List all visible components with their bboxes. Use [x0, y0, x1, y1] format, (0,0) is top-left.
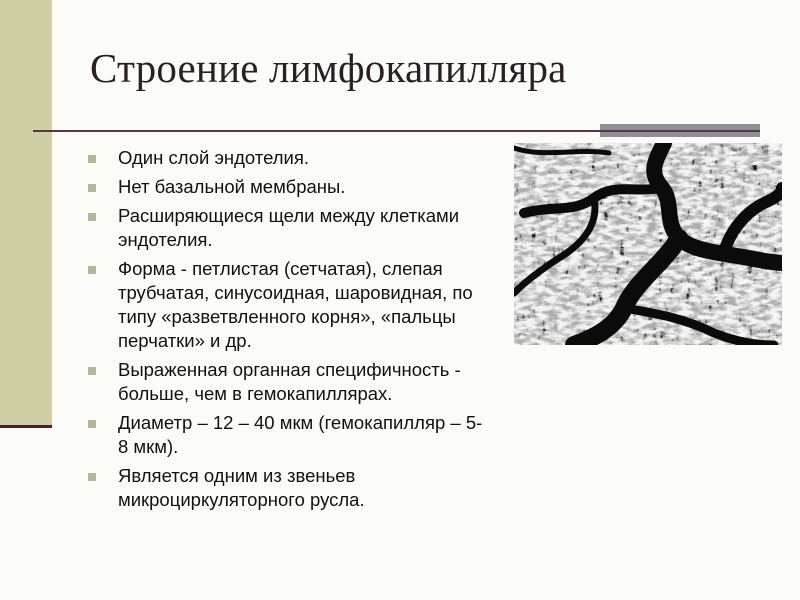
bullet-text: Расширяющиеся щели между клетками эндотелия.	[118, 205, 460, 250]
micrograph-image	[514, 143, 782, 345]
square-bullet-icon	[88, 184, 96, 192]
slide-title: Строение лимфокапилляра	[90, 45, 567, 91]
square-bullet-icon	[88, 420, 96, 428]
bullet-text: Один слой эндотелия.	[118, 147, 310, 168]
left-band-underline	[0, 425, 52, 428]
bullet-item	[86, 146, 486, 170]
bullet-item	[86, 358, 486, 406]
micrograph-svg	[514, 143, 782, 345]
bullet-item	[86, 175, 486, 199]
bullet-text: Является одним из звеньев микроциркуляторного русла.	[118, 465, 365, 510]
bullet-text: Форма - петлистая (сетчатая), слепая трубчатая, синусоидная, шаровидная, по типу «разветвленного корня», «пальцы перчатки» и др.	[118, 258, 473, 351]
square-bullet-icon	[88, 266, 96, 274]
bullet-list	[86, 146, 486, 517]
bullet-text: Нет базальной мембраны.	[118, 176, 346, 197]
left-decorative-band	[0, 0, 52, 425]
square-bullet-icon	[88, 473, 96, 481]
square-bullet-icon	[88, 213, 96, 221]
bullet-text: Выраженная органная специфичность - больше, чем в гемокапиллярах.	[118, 359, 461, 404]
bullet-item	[86, 204, 486, 252]
divider-accent-block	[600, 124, 760, 137]
bullet-text: Диаметр – 12 – 40 мкм (гемокапилляр – 5-8 мкм).	[118, 412, 483, 457]
square-bullet-icon	[88, 367, 96, 375]
bullet-item	[86, 411, 486, 459]
bullet-item	[86, 464, 486, 512]
bullet-item	[86, 257, 486, 353]
square-bullet-icon	[88, 155, 96, 163]
